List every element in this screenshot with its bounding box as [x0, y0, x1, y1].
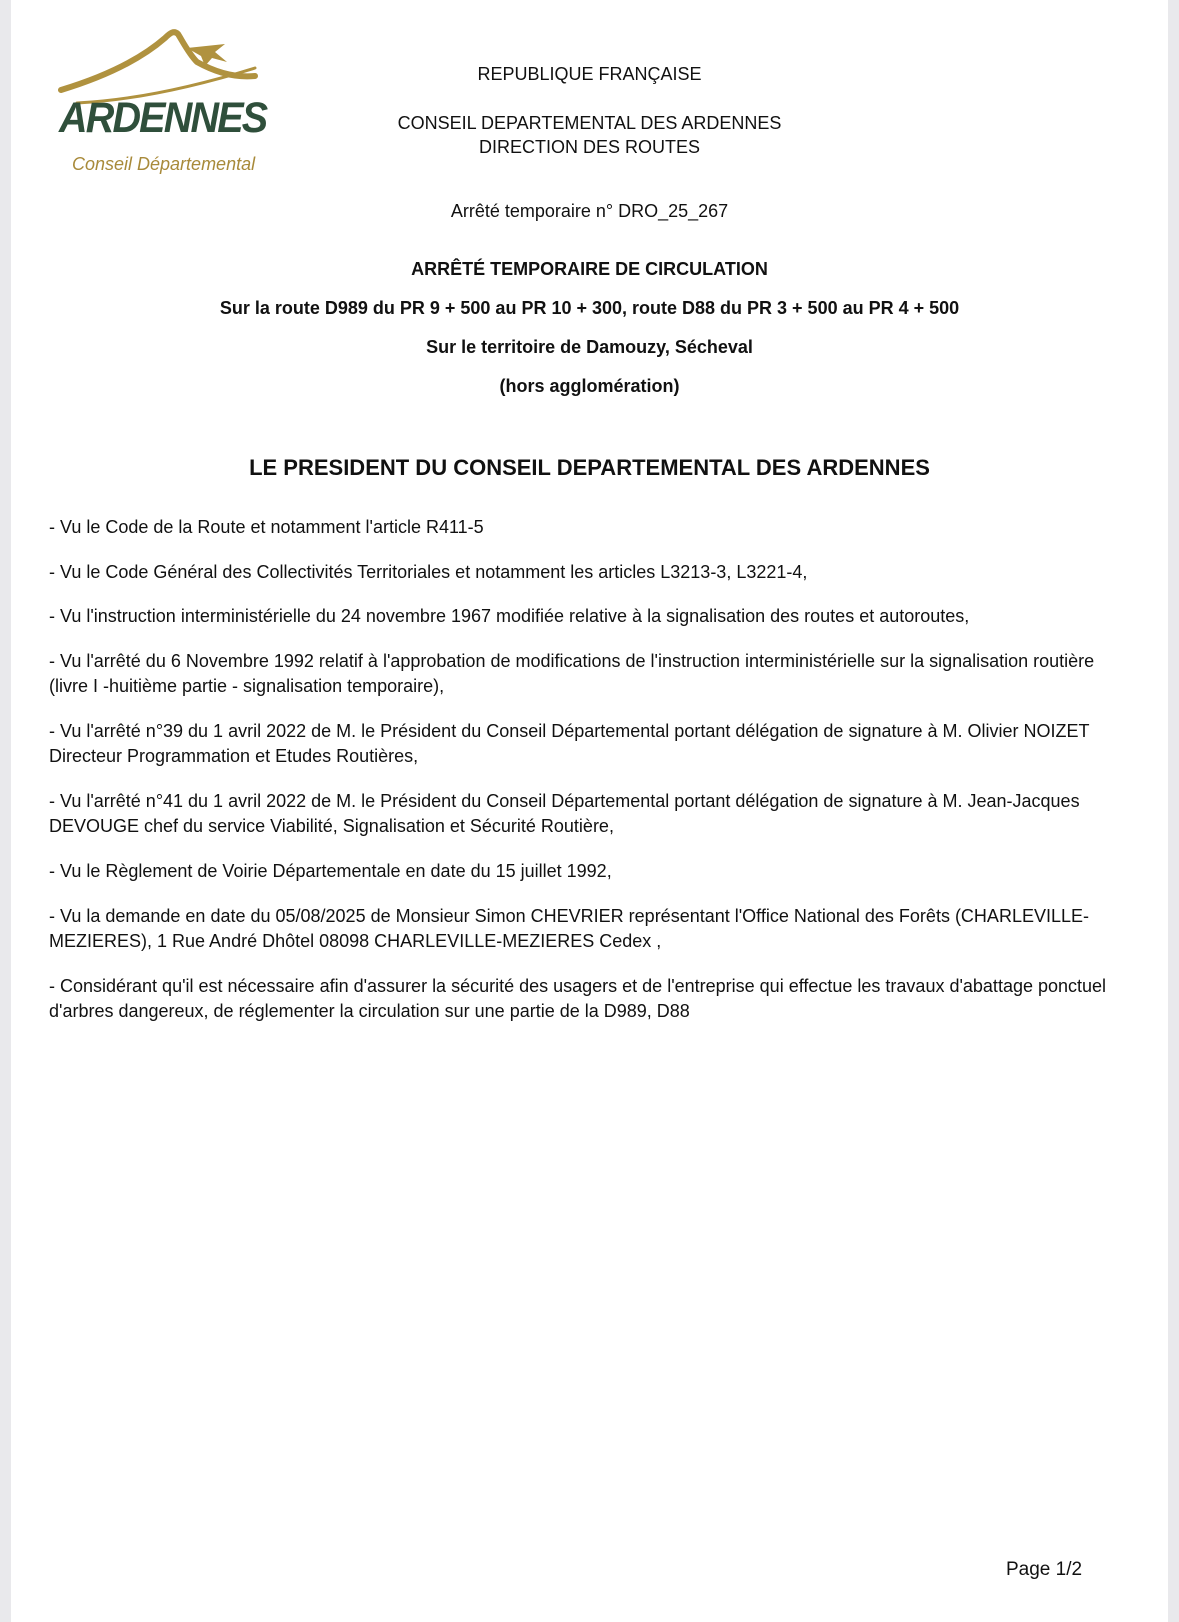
- order-route: Sur la route D989 du PR 9 + 500 au PR 10 + 300, route D88 du PR 3 + 500 au PR 4 + 500: [219, 298, 960, 318]
- recital-item: - Vu la demande en date du 05/08/2025 de Monsieur Simon CHEVRIER représentant l'Office National des Forêts (CHARLEVILLE-MEZIERES), 1 Rue André Dhôtel 08098 CHARLEVILLE-MEZIERES Cedex ,: [49, 906, 1089, 951]
- recital-item: - Vu l'arrêté n°39 du 1 avril 2022 de M. le Président du Conseil Départemental portant délégation de signature à M. Olivier NOIZET Directeur Programmation et Etudes Routières,: [49, 721, 1090, 766]
- recital-item: - Vu le Règlement de Voirie Départementale en date du 15 juillet 1992,: [49, 861, 612, 881]
- document-page: [11, 0, 1168, 1622]
- logo-wordmark: ARDENNES: [59, 94, 267, 142]
- order-scope: (hors agglomération): [499, 376, 680, 396]
- president-heading: LE PRESIDENT DU CONSEIL DEPARTEMENTAL DES ARDENNES: [249, 455, 930, 480]
- republic-heading: REPUBLIQUE FRANÇAISE: [477, 64, 702, 84]
- logo-subtitle: Conseil Départemental: [72, 154, 256, 174]
- order-number: Arrêté temporaire n° DRO_25_267: [450, 201, 729, 221]
- council-heading: CONSEIL DEPARTEMENTAL DES ARDENNES: [397, 113, 782, 133]
- recital-item: - Vu le Code Général des Collectivités Territoriales et notamment les articles L3213-3, L3221-4,: [49, 562, 808, 582]
- order-title: ARRÊTÉ TEMPORAIRE DE CIRCULATION: [411, 259, 768, 279]
- direction-heading: DIRECTION DES ROUTES: [478, 137, 701, 157]
- recital-item: - Vu le Code de la Route et notamment l'article R411-5: [49, 517, 484, 537]
- order-territory: Sur le territoire de Damouzy, Sécheval: [426, 337, 753, 357]
- recital-item: - Vu l'arrêté du 6 Novembre 1992 relatif à l'approbation de modifications de l'instruction interministérielle sur la signalisation routière (livre I -huitième partie - signalisation temporaire),: [49, 651, 1095, 696]
- recital-item: - Vu l'instruction interministérielle du 24 novembre 1967 modifiée relative à la signalisation des routes et autoroutes,: [49, 606, 970, 626]
- recital-item: - Considérant qu'il est nécessaire afin d'assurer la sécurité des usagers et de l'entreprise qui effectue les travaux d'abattage ponctuel d'arbres dangereux, de réglementer la circulation sur une partie de la D989, D88: [49, 976, 1107, 1021]
- recital-item: - Vu l'arrêté n°41 du 1 avril 2022 de M. le Président du Conseil Départemental portant délégation de signature à M. Jean-Jacques DEVOUGE chef du service Viabilité, Signalisation et Sécurité Routière,: [49, 791, 1080, 836]
- page-number: Page 1/2: [1006, 1559, 1083, 1580]
